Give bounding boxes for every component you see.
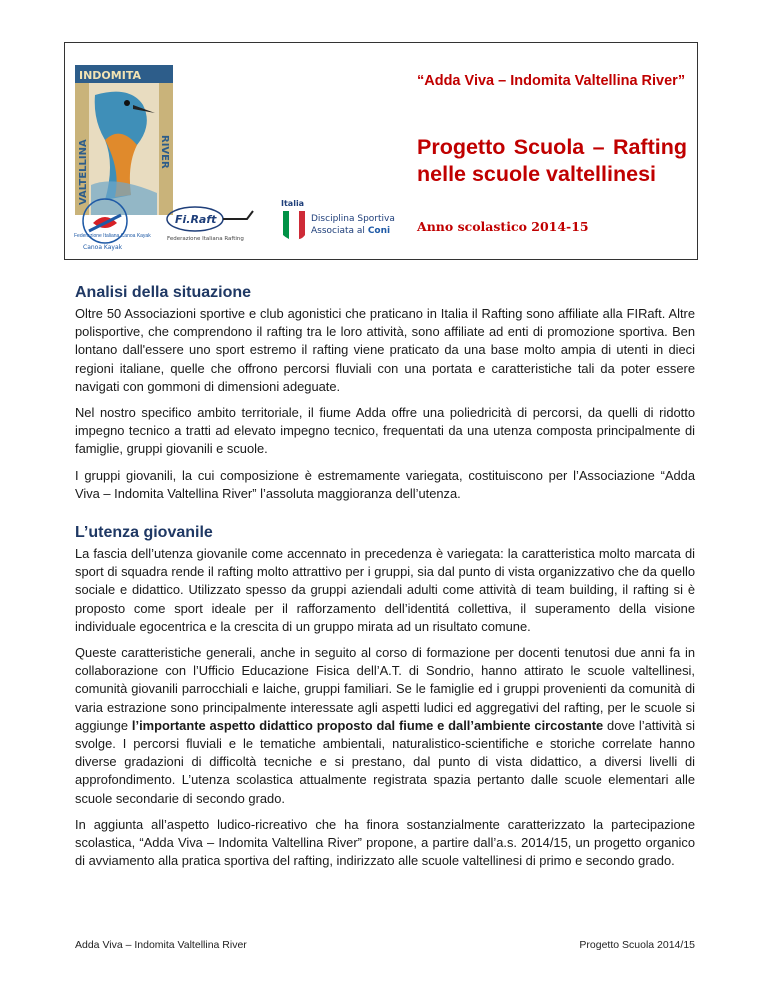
header-box	[64, 42, 698, 260]
federation-logos	[75, 193, 395, 253]
paragraph: Nel nostro specifico ambito territoriale, il fiume Adda offre una poliedricità di percorsi, da quelli di ridotto impegno tecnico a tratti ad elevato impegno tecnico, frequentati da una utenza composta principalmente di famiglie, gruppi giovanili e scuole.	[75, 405, 695, 457]
logo-side-text: VALTELLINA	[78, 139, 89, 205]
logo-side-text-2: RIVER	[159, 135, 170, 169]
coni-line2b: Coni	[367, 226, 391, 236]
paragraph: I gruppi giovanili, la cui composizione è estremamente variegata, costituiscono per l’Associazione “Adda Viva – Indomita Valtellina River” l’assoluta maggioranza dell’utenza.	[75, 467, 695, 501]
firaft-logo	[167, 207, 253, 242]
paragraph-with-emphasis	[75, 644, 695, 808]
coni-logo	[281, 199, 395, 241]
section-heading-analisi: Analisi della situazione	[75, 284, 252, 301]
logo-main-text: INDOMITA	[79, 69, 141, 82]
fick-logo	[83, 199, 127, 251]
svg-text:Canoa Kayak: Canoa Kayak	[83, 244, 123, 251]
firaft-text: Fi.Raft	[175, 213, 217, 226]
document-body	[75, 283, 695, 878]
logo-area	[75, 65, 395, 255]
coni-line1: Disciplina Sportiva	[311, 214, 395, 224]
footer-right: Progetto Scuola 2014/15	[579, 939, 695, 951]
paragraph: La fascia dell’utenza giovanile come accennato in precedenza è variegata: la caratteristica molto marcata di sport di squadra rende il rafting molto attrattivo per i gruppi, sia dal punto di vista organizzativo che da quello sociale e didattico. Utilizzato spesso da gruppi aziendali adulti come attività di team building, il rafting si è proposto come sport ideale per il rafforzamento dell’identitá collettiva, il superamento della visione individuale egocentrica e la crescita di un gruppo mirata ad un risultato comune.	[75, 546, 695, 634]
school-year: Anno scolastico 2014-15	[417, 219, 589, 234]
coni-top: Italia	[281, 199, 305, 208]
firaft-sub: Federazione Italiana Rafting	[167, 236, 244, 242]
project-title: Progetto Scuola – Rafting nelle scuole valtellinesi	[417, 135, 687, 186]
quote-title: “Adda Viva – Indomita Valtellina River”	[417, 73, 686, 89]
paragraph: Oltre 50 Associazioni sportive e club agonistici che praticano in Italia il Rafting sono affiliate alla FIRaft. Altre polisportive, che comprendono il rafting tra le loro attività, sono affiliate ad enti di promozione sportiva. Ben lontano dall'essere uno sport estremo il rafting viene praticato da una base molto ampia di utenti in dieci regioni italiane, quelle che offrono percorsi fluviali con una portata e caratteristiche tali da poter essere navigati con gommoni di dimensioni adeguate.	[75, 306, 695, 394]
section-heading-utenza: L’utenza giovanile	[75, 524, 213, 542]
header-titles	[417, 71, 687, 236]
coni-line2: Associata al	[311, 226, 365, 236]
emphasis-text: l’importante aspetto didattico proposto dal fiume e dall’ambiente circostante	[131, 717, 604, 733]
paragraph-text: Queste caratteristiche generali, anche in seguito al corso di formazione per docenti tenutosi due anni fa in collaborazione con l’Ufficio Educazione Fisica dell’A.T. di Sondrio, hanno attirato le scuole valtellinesi, comunità giovanili parrocchiali e laiche, gruppi familiari. Se le famiglie ed i gruppi provenienti da comunità di varia estrazione sono principalmente interessate agli aspetti ludici ed aggregativi del rafting, per le scuole si aggiunge	[75, 645, 695, 733]
paragraph: In aggiunta all’aspetto ludico-ricreativo che ha finora sostanzialmente caratterizzato la partecipazione scolastica, “Adda Viva – Indomita Valtellina River” propone, a partire dall’a.s. 2014/15, un progetto organico di avviamento alla pratica sportiva del rafting, indirizzato alle scuole valtellinesi di primo e secondo grado.	[75, 816, 695, 869]
fick-caption: Federazione Italiana Canoa Kayak	[74, 233, 151, 239]
svg-text:Associata al Coni	[311, 226, 390, 236]
footer-left: Adda Viva – Indomita Valtellina River	[75, 939, 247, 951]
paragraph-text: dove l’attività si svolge. I percorsi fluviali e le tematiche ambientali, naturalistico-scientifiche e storiche correlate hanno diverse gradazioni di difficoltà tecniche e si prestano, dal punto di vista didattico, a diversi livelli di approfondimento. L’utenza scolastica attualmente registrata spazia pertanto dalle scuole elementari alle scuole secondarie di secondo grado.	[75, 717, 695, 806]
